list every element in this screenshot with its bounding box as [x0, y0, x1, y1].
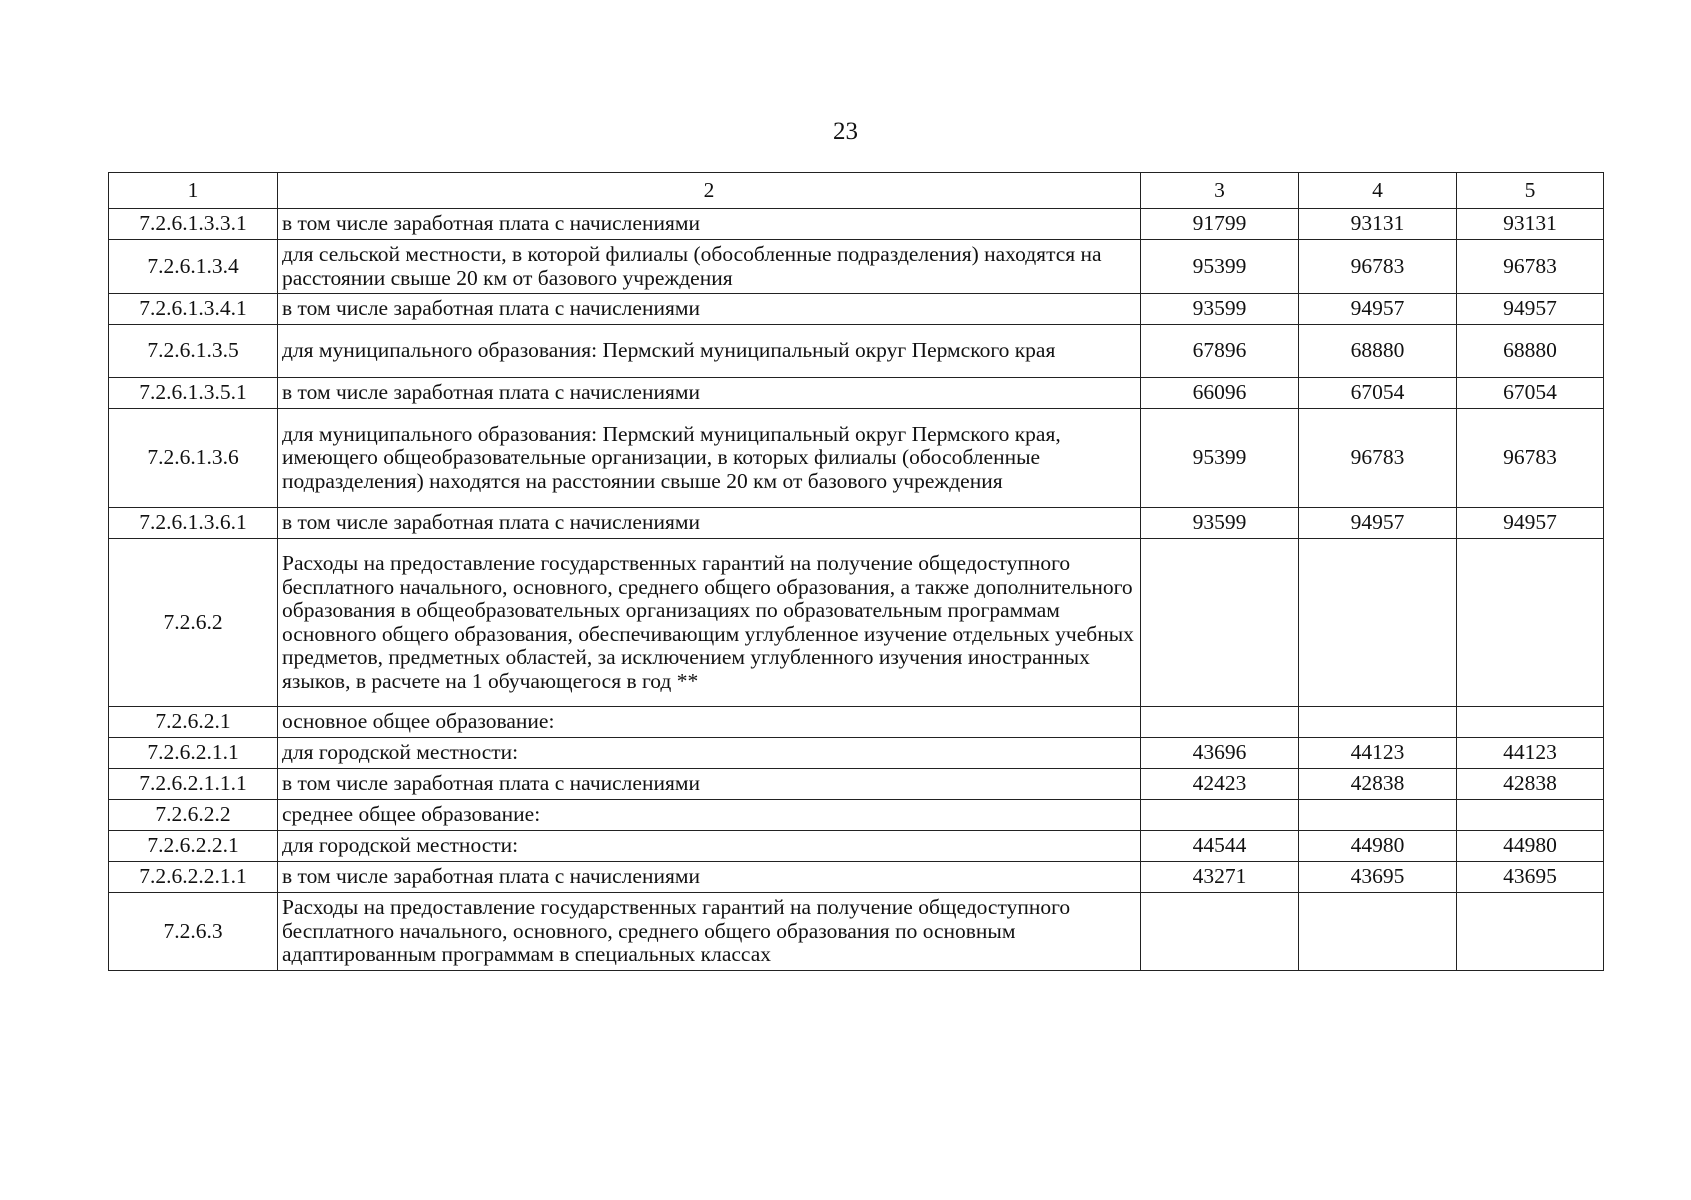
table-row	[109, 240, 1604, 294]
table-row	[109, 539, 1604, 707]
row-code: 7.2.6.1.3.6	[109, 409, 278, 508]
table-row	[109, 831, 1604, 862]
page-number: 23	[833, 118, 858, 145]
column-header: 2	[278, 173, 1141, 209]
table-row	[109, 893, 1604, 971]
table-row	[109, 738, 1604, 769]
column-header: 5	[1457, 173, 1604, 209]
column-header: 4	[1299, 173, 1457, 209]
value-col-3: 93599	[1141, 508, 1299, 539]
value-col-5: 44123	[1457, 738, 1604, 769]
value-col-3: 66096	[1141, 378, 1299, 409]
value-col-5	[1457, 800, 1604, 831]
value-col-5	[1457, 539, 1604, 707]
value-col-4: 94957	[1299, 294, 1457, 325]
row-description: для городской местности:	[278, 738, 1141, 769]
row-description: в том числе заработная плата с начислениями	[278, 294, 1141, 325]
row-description: для городской местности:	[278, 831, 1141, 862]
table-row	[109, 209, 1604, 240]
budget-table	[108, 172, 1604, 971]
value-col-3: 95399	[1141, 240, 1299, 294]
row-code: 7.2.6.1.3.5	[109, 325, 278, 378]
value-col-5: 68880	[1457, 325, 1604, 378]
row-code: 7.2.6.2.1.1.1	[109, 769, 278, 800]
table-row	[109, 409, 1604, 508]
value-col-4: 42838	[1299, 769, 1457, 800]
table-row	[109, 325, 1604, 378]
value-col-4: 94957	[1299, 508, 1457, 539]
table-row	[109, 800, 1604, 831]
row-description: в том числе заработная плата с начислениями	[278, 862, 1141, 893]
value-col-4: 44980	[1299, 831, 1457, 862]
value-col-4: 68880	[1299, 325, 1457, 378]
row-description: в том числе заработная плата с начислениями	[278, 508, 1141, 539]
row-description: для муниципального образования: Пермский муниципальный округ Пермского края	[278, 325, 1141, 378]
table-row	[109, 707, 1604, 738]
row-description: в том числе заработная плата с начислениями	[278, 209, 1141, 240]
column-header: 3	[1141, 173, 1299, 209]
value-col-4: 67054	[1299, 378, 1457, 409]
table-row	[109, 378, 1604, 409]
value-col-5: 96783	[1457, 409, 1604, 508]
column-header: 1	[109, 173, 278, 209]
value-col-3	[1141, 707, 1299, 738]
row-description: для сельской местности, в которой филиалы (обособленные подразделения) находятся на расстоянии свыше 20 км от базового учреждения	[278, 240, 1141, 294]
value-col-4	[1299, 893, 1457, 971]
value-col-3: 43271	[1141, 862, 1299, 893]
row-code: 7.2.6.2.2	[109, 800, 278, 831]
row-description: среднее общее образование:	[278, 800, 1141, 831]
row-code: 7.2.6.2.1.1	[109, 738, 278, 769]
value-col-3: 42423	[1141, 769, 1299, 800]
value-col-3: 67896	[1141, 325, 1299, 378]
table-row	[109, 294, 1604, 325]
value-col-3: 93599	[1141, 294, 1299, 325]
value-col-4	[1299, 800, 1457, 831]
table-header-row	[109, 173, 1604, 209]
row-code: 7.2.6.1.3.4	[109, 240, 278, 294]
value-col-4	[1299, 707, 1457, 738]
value-col-4: 44123	[1299, 738, 1457, 769]
value-col-3	[1141, 893, 1299, 971]
value-col-3	[1141, 800, 1299, 831]
table-row	[109, 862, 1604, 893]
value-col-5	[1457, 707, 1604, 738]
row-code: 7.2.6.2.1	[109, 707, 278, 738]
value-col-5: 43695	[1457, 862, 1604, 893]
row-code: 7.2.6.3	[109, 893, 278, 971]
row-description: для муниципального образования: Пермский муниципальный округ Пермского края, имеющего общеобразовательные организации, в которых филиалы (обособленные подразделения) находятся на расстоянии свыше 20 км от базового учреждения	[278, 409, 1141, 508]
value-col-4	[1299, 539, 1457, 707]
row-description: основное общее образование:	[278, 707, 1141, 738]
value-col-3: 95399	[1141, 409, 1299, 508]
row-description: Расходы на предоставление государственных гарантий на получение общедоступного бесплатного начального, основного, среднего общего образования по основным адаптированным программам в специальных классах	[278, 893, 1141, 971]
value-col-5: 42838	[1457, 769, 1604, 800]
value-col-4: 43695	[1299, 862, 1457, 893]
value-col-4: 96783	[1299, 409, 1457, 508]
value-col-5: 94957	[1457, 294, 1604, 325]
table-row	[109, 769, 1604, 800]
value-col-3: 91799	[1141, 209, 1299, 240]
value-col-4: 93131	[1299, 209, 1457, 240]
value-col-5: 93131	[1457, 209, 1604, 240]
row-description: Расходы на предоставление государственных гарантий на получение общедоступного бесплатного начального, основного, среднего общего образования, а также дополнительного образования в общеобразовательных организациях по образовательным программам основного общего образования, обеспечивающим углубленное изучение отдельных учебных предметов, предметных областей, за исключением углубленного изучения иностранных языков, в расчете на 1 обучающегося в год **	[278, 539, 1141, 707]
value-col-3: 44544	[1141, 831, 1299, 862]
table-row	[109, 508, 1604, 539]
value-col-5: 96783	[1457, 240, 1604, 294]
value-col-4: 96783	[1299, 240, 1457, 294]
row-code: 7.2.6.2	[109, 539, 278, 707]
value-col-5: 44980	[1457, 831, 1604, 862]
value-col-5: 67054	[1457, 378, 1604, 409]
row-code: 7.2.6.1.3.3.1	[109, 209, 278, 240]
value-col-3: 43696	[1141, 738, 1299, 769]
row-code: 7.2.6.2.2.1	[109, 831, 278, 862]
row-code: 7.2.6.1.3.5.1	[109, 378, 278, 409]
value-col-5	[1457, 893, 1604, 971]
row-description: в том числе заработная плата с начислениями	[278, 769, 1141, 800]
value-col-5: 94957	[1457, 508, 1604, 539]
row-code: 7.2.6.2.2.1.1	[109, 862, 278, 893]
row-description: в том числе заработная плата с начислениями	[278, 378, 1141, 409]
row-code: 7.2.6.1.3.4.1	[109, 294, 278, 325]
value-col-3	[1141, 539, 1299, 707]
row-code: 7.2.6.1.3.6.1	[109, 508, 278, 539]
